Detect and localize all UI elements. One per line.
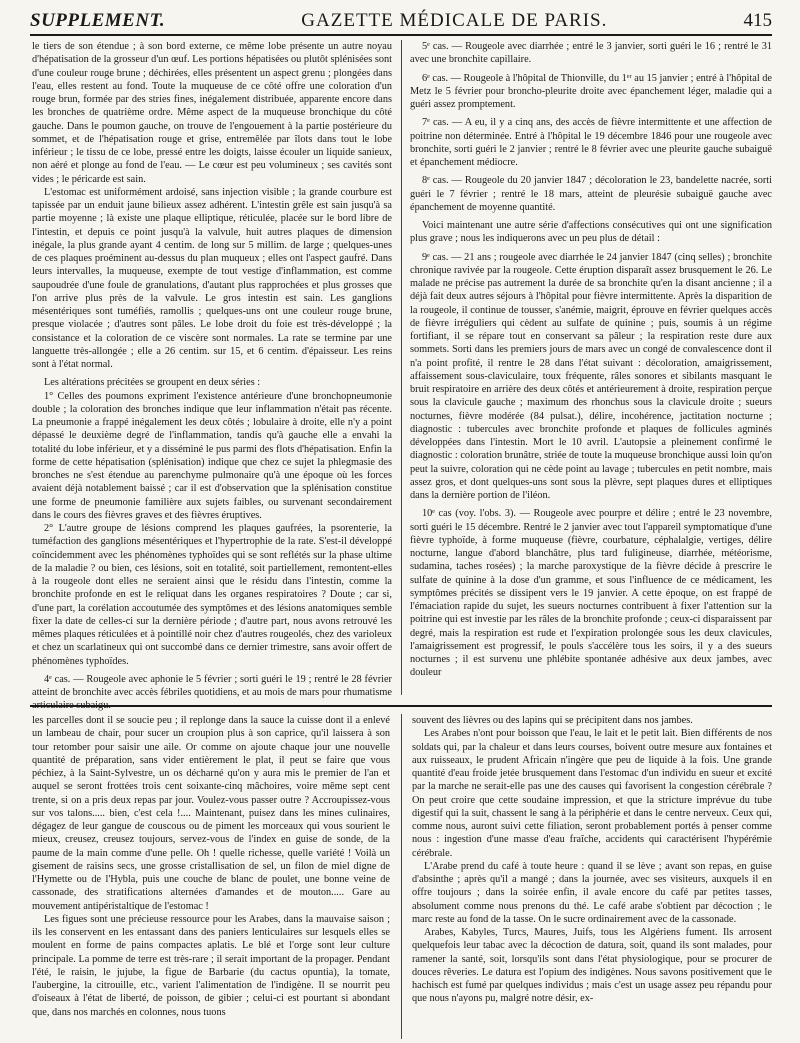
- paragraph: L'Arabe prend du café à toute heure : quand il se lève ; avant son repas, en guise d'absinthe ; après qu'il a mangé ; dans la journée, avec ses visiteurs, auxquels il en offre toujours ; dans la soirée enfin, il avale encore du café par petites tasses, absolument comme nous prenons du thé. Le café arabe s'obtient par décoction ; le marc reste au fond de la tasse. On le sucre ordinairement avec de la cassonade.: [412, 860, 772, 925]
- bottom-left-column: [32, 714, 390, 1039]
- paragraph: Les Arabes n'ont pour boisson que l'eau, le lait et le petit lait. Bien différents de nos soldats qui, par la chaleur et dans leurs courses, boivent outre mesure aux fontaines et aux ruisseaux, le prudent Africain n'ingère que peu de liquide à la fois. Une grande quantité d'eau froide jetée brusquement dans l'estomac d'un individu en sueur et excité par la marche ne serait-elle pas une des causes qui favorisent la congestion cérébrale ? On peut croire que cette soudaine impression, et que la stricture imprévue du tube digestif qui la suit, chassent le sang à la périphérie et dans le centre nerveux. Ceux qui, comme nous, auront suivi cette filiation, seront probablement portés à penser comme nous : ingestion d'une masse d'eau fraîche, accidents qui caractérisent l'hypérémie cérébrale.: [412, 728, 772, 859]
- journal-title: GAZETTE MÉDICALE DE PARIS.: [301, 10, 608, 31]
- case-paragraph: 7ᵉ cas. — A eu, il y a cinq ans, des accès de fièvre intermittente et une affection de poitrine non déterminée. Entré à l'hôpital le 19 décembre 1846 pour une rougeole avec bronchite, sorti guéri le 2 janvier ; rentré le 8 février avec une pleurite gauche subaiguë et épanchement médiocre.: [410, 117, 772, 168]
- paragraph: le tiers de son étendue ; à son bord externe, ce même lobe présente un autre noyau d'hépatisation de la grosseur d'un œuf. Les portions hépatisées ou plutôt splénisées sont d'une couleur rouge brune ; déchirées, elles présentent un aspect grenu ; plongées dans l'eau, elles restent au fond. Toute la muqueuse de ce côté offre une coloration d'un rouge brun, formée par des stries fines, inégalement distribuée, apparente encore dans les bronches de quatrième ordre. Même aspect de la muqueuse bronchique du côté gauche. Dans le poumon gauche, on trouve de l'engouement à la partie postérieure du sommet, et de l'hépatisation rouge et grise, entremêlée par îlots dans tout le lobe inférieur ; le tissu de ce lobe, pressé entre les doigts, laisse écouler un liquide sanieux, non aéré et plonge au fond de l'eau. — Le cœur est peu volumineux ; ses cavités sont vides ; le péricarde est sain.: [32, 41, 392, 185]
- top-right-column: [410, 40, 772, 695]
- paragraph: Arabes, Kabyles, Turcs, Maures, Juifs, tous les Algériens fument. Ils arrosent quelquefois leur tabac avec la décoction de datura, soit, quand ils sont malades, pour ramener la santé, soit, lorsqu'ils sont dans l'état physiologique, pour se procurer de douces rêveries. Le datura est l'opium des indigènes. Nous savons positivement que le hachisch est fumé par quelques individus ; mais c'est un usage assez peu répandu pour que nous n'ayons pu, malgré notre désir, ex-: [412, 927, 772, 1005]
- bottom-right-column: [412, 714, 772, 1039]
- case-paragraph: 8ᵉ cas. — Rougeole du 20 janvier 1847 ; décoloration le 23, bandelette nacrée, sorti guéri le 7 février ; rentré le 18 mars, atteint de pleurésie subaiguë gauche avec épanchement de moyenne quantité.: [410, 175, 772, 213]
- case-paragraph: 5ᵉ cas. — Rougeole avec diarrhée ; entré le 3 janvier, sorti guéri le 16 ; rentré le 31 avec une bronchite capillaire.: [410, 41, 772, 66]
- column-divider: [401, 40, 402, 695]
- page-number: 415: [743, 10, 772, 31]
- paragraph: souvent des lièvres ou des lapins qui se précipitent dans nos jambes.: [412, 715, 693, 726]
- top-left-column: [32, 40, 392, 712]
- paragraph: Les altérations précitées se groupent en deux séries :: [44, 377, 261, 389]
- paragraph: 2° L'autre groupe de lésions comprend les plaques gaufrées, la psorenterie, la tuméfaction des ganglions mésentériques et l'hypertrophie de la rate. S'est-il développé coïncidemment avec les phénomènes typhoïdes qui se sont reflétés sur la phase ultime de la maladie ? ou bien, ces lésions, soit en totalité, soit partiellement, remontent-elles à la rougeole dont elles ne seraient ainsi que le résidu dans l'intestin, comme la bronchite profonde en est le reliquat dans les organes respiratoires ? Doute ; car si, d'une part, la corélation accoutumée des symptômes et des lésions anatomiques semble fixer la date de celles-ci sur la dernière période ; d'autre part, nous avons retrouvé les mêmes plaques réticulées et à pointillé noir chez d'autres rougeolés, chez des varioleux et chez un scarlatineux qui ont succombé dans ce dernier trimestre, sans avoir offert de phénomènes typhoïdes.: [32, 523, 392, 667]
- paragraph: Les figues sont une précieuse ressource pour les Arabes, dans la mauvaise saison ; ils les conservent en les entassant dans des paniers lenticulaires sur lesquels elles se moulent en forme de pains compactes aplatis. Le blé et l'orge sont leur culture principale. La pomme de terre est très-rare ; il serait important de la propager. Pendant l'été, le raisin, le jujube, la figue de Barbarie (du cactus opuntia), la tomate, l'aubergine, la citrouille, etc., varient l'alimentation de l'indigène. Il se nourrit peu d'oiseaux à l'état de liberté, de poisson, de gibier ; celui-ci est pourtant si abondant que, dans nos marchés en colonnes, nous tuons: [32, 913, 390, 1018]
- case-paragraph: 4ᵉ cas. — Rougeole avec aphonie le 5 février ; sorti guéri le 19 ; rentré le 28 février atteint de bronchite avec accès fébriles quotidiens, et au mois de mars pour rhumatisme articulaire subaigu.: [32, 673, 392, 712]
- paragraph: L'estomac est uniformément ardoisé, sans injection visible ; la grande courbure est tapissée par un enduit jaune bilieux assez adhérent. L'intestin grêle est sain jusqu'à sa partie moyenne ; là existe une plaque elliptique, réticulée, placée sur le bord libre de l'intestin, et depuis ce point jusqu'à la valvule, huit autres plaques de dimension inégale, la plus grande ayant 4 centim. de long sur 5 millim. de large ; quelques-unes de ces plaques proéminent au-dessus du plan muqueux ; elles ont l'aspect gaufré. Dans leurs intervalles, la muqueuse, exempte de tout vestige d'inflammation, est comme saupoudrée d'une foule de granulations, d'autant plus rapprochées et plus grosses que l'on arrive plus près de la valvule. Le gros intestin est sain. Les ganglions mésentériques sont tuméfiés, ramollis ; quelques-uns ont une couleur rouge brune, presque violacée ; d'autres sont pâles. Le lobe droit du foie est très-développé ; la consistance et la coloration de ce viscère sont normales. La rate se termine par une languette très-allongée ; elle a 26 centim. sur 15, et 6 centim. d'épaisseur. Les reins sont à l'état normal.: [32, 186, 392, 370]
- case-paragraph: 9ᵉ cas. — 21 ans ; rougeole avec diarrhée le 24 janvier 1847 (cinq selles) ; bronchite chronique ravivée par la rougeole. Cette éruption disparaît assez brusquement le 26. Le malade ne précise pas autrement la durée de sa bronchite qu'en la disant ancienne ; il a déjà fait deux autres séjours à l'hôpital pour fièvre intermittente. Après la disparition de la rougeole, il continue de tousser, s'anémie, maigrit, éprouve en février quelques accès de fièvre irréguliers qui cèdent au sulfate de quinine ; puis, soumis à un régime fortifiant, il se répare tout en conservant sa pâleur ; la respiration reste dure aux sommets. Sorti dans les premiers jours de mars avec un congé de convalescence dont il n'a point profité, il rentre le 28 dans l'état suivant : décoloration, amaigrissement, affaissement sous-claviculaire, toux fréquente, râles sonores et sibilants masquant le bruit respiratoire en arrière des deux côtés et antérieurement à droite, respiration perçue sous la clavicule gauche ; maximum des rhonchus sous la clavicule droite ; sueurs nocturnes, fièvre modérée (84 pulsat.), délire, incohérence, jactitation nocturne ; diagnostic : tubercules avec bronchite profonde et plaques de follicules agminés développées dans l'intestin. Mort le 10 avril. L'autopsie a pleinement confirmé le diagnostic : coloration brunâtre, striée de toute la muqueuse bronchique aussi loin qu'on peut la suivre, coloration qui ne cède point au lavage ; tubercules en petit nombre, mais assez gros, et dont quelques-uns sont sous la plèvre, sept plaques dures et elliptiques dans la dernière portion de l'iléon.: [410, 251, 772, 501]
- paragraph: 1° Celles des poumons expriment l'existence antérieure d'une bronchopneumonie double ; la coloration des bronches indique que leur inflammation n'était pas récente. La pneumonie a frappé inégalement les deux côtés ; lobulaire à droite, elle n'y a point dépassé le deuxième degré de l'inflammation, tandis qu'à gauche elle a envahi la totalité du lobe inférieur, et y a disséminé le pus parmi des flots d'hépatisation. Enfin la forme de cette hépatisation (splénisation) indique que chez ce sujet la phlegmasie des bronches ne s'est étendue au parenchyme pulmonaire qu'à une époque où les forces avaient déjà notablement baissé ; car il est d'observation que la splénisation constitue une forme de pneumonie familière aux sujets faibles, ou survenant secondairement dans le cours des fièvres graves et des fièvres éruptives.: [32, 390, 392, 521]
- paragraph: Voici maintenant une autre série d'affections consécutives qui ont une signification plus grave ; nous les indiquerons avec un peu plus de détail :: [410, 220, 772, 245]
- supplement-label: SUPPLEMENT.: [30, 10, 166, 31]
- page-header: [30, 6, 772, 36]
- column-divider: [401, 714, 402, 1039]
- case-paragraph: 6ᵉ cas. — Rougeole à l'hôpital de Thionville, du 1ᵉʳ au 15 janvier ; entré à l'hôpital de Metz le 5 février pour broncho-pleurite droite avec épanchement léger, maladie qui a guéri assez promptement.: [410, 72, 772, 110]
- section-divider: [30, 705, 772, 707]
- paragraph: les parcelles dont il se soucie peu ; il replonge dans la sauce la cuisse dont il a enlevé un lambeau de chair, pour sucer un croupion plus à son caprice, qu'il laissera à son tour retomber pour saisir une aile. Or comme on ajoute chaque jour une nouvelle quantité de préparation, sans vider entièrement le plat, il peut se faire que vous péchiez, à la Saint-Sylvestre, un os décharné qu'on y aura mis le premier de l'an et auquel se seront frottées trois cent soixante-cinq mâchoires, voire même sept cent trente, si on a pris deux repas par jour. Voulez-vous passer outre ? Accroupissez-vous sur vos talons..... bien, c'est cela !.... Maintenant, puisez dans les mines culinaires, dégagez de leur gangue de couscous ou de piment les morceaux qui vous sourient le mieux, creusez, creusez toujours, servez-vous de l'index en guise de sonde, de la paume de la main comme d'une pelle. Oh ! quelle richesse, quelle variété ! Voilà un gisement de raisins secs, une grosse cristallisation de sel, un filon de miel digne de l'Hymette ou de l'Hybla, puis une couche de blanc de poulet, une bonne veine de cassonade, des stratifications alternées d'amandes et de mouton..... Gare au mouvement antipéristaltique de l'estomac !: [32, 715, 390, 912]
- case-paragraph: 10ᵉ cas (voy. l'obs. 3). — Rougeole avec pourpre et délire ; entré le 23 novembre, sorti guéri le 15 décembre. Rentré le 2 janvier avec tout l'appareil symptomatique d'une fièvre typhoïde, à forme muqueuse (fièvre, courbature, céphalalgie, vertiges, délire nocturne, langue d'abord blanchâtre, plus tard fuligineuse, diarrhée, météorisme, sudamina, taches rosées) ; la marche paroxystique de la fièvre décide à prescrire le sulfate de quinine à la dose d'un gramme, et sous l'influence de ce médicament, les symptômes précités se dissipent vers le 19 janvier. A cette époque, on est frappé de l'émaciation rapide du sujet, les sueurs nocturnes contribuent à fixer l'attention sur la poitrine qui est investie par les râles de la bronchite profonde ; ceux-ci disparaissent par degré, mais la respiration est rude et l'expiration prolongée sous les deux clavicules, l'amaigrissement est progressif, le pouls s'accélère tous les soirs, il y a des sueurs nocturnes ; il est survenu une phlébite spontanée adhésive aux deux jambes, avec douleur: [410, 508, 772, 679]
